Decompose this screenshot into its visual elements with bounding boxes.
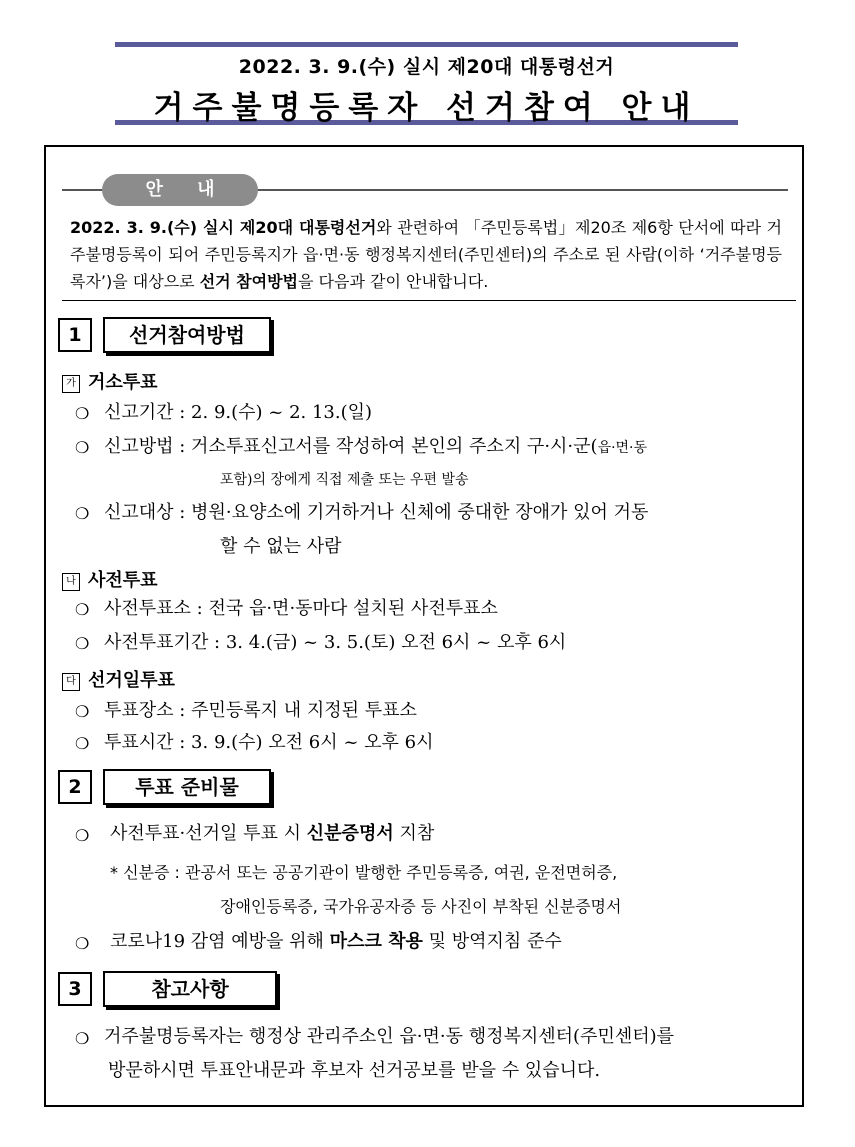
prep-id-text-a: 사전투표·선거일 투표 시: [110, 823, 307, 844]
header-title: 거주불명등록자 선거참여 안내: [153, 90, 700, 126]
election-day-location: 투표장소 : 주민등록지 내 지정된 투표소: [104, 700, 417, 721]
section-2-number: 2: [58, 770, 92, 804]
section-2-title: 투표 준비물: [103, 769, 271, 805]
bullet: ❍: [75, 504, 90, 523]
bullet: ❍: [75, 404, 90, 423]
prep-mask-text-b: 마스크 착용: [329, 931, 423, 952]
guide-label: 안 내: [102, 174, 258, 206]
section-1-title: 선거참여방법: [103, 317, 271, 353]
prep-mask-text-a: 코로나19 감염 예방을 위해: [110, 931, 330, 952]
prep-id-text-c: 지참: [393, 823, 435, 844]
intro-bold-2: 선거 참여방법: [199, 272, 299, 291]
header-subtitle: 2022. 3. 9.(수) 실시 제20대 대통령선거: [238, 56, 615, 78]
bullet: ❍: [75, 826, 90, 845]
marker-da: 다: [62, 673, 80, 691]
bullet: ❍: [75, 702, 90, 721]
bullet: ❍: [75, 438, 90, 457]
early-location: 사전투표소 : 전국 읍·면·동마다 설치된 사전투표소: [104, 598, 498, 619]
intro-text-2: 을 다음과 같이 안내합니다.: [298, 272, 489, 291]
prep-id-item: [110, 817, 434, 851]
id-note-line2: 장애인등록증, 국가유공자증 등 사진이 부착된 신분증명서: [220, 897, 622, 916]
header: [115, 42, 738, 125]
intro-divider: [62, 300, 796, 301]
intro-text-1: 와 관련하여 「주민등록법」제20조 제6항 단서에 따라 거주불명등록이 되어 주민등록지가 읍·면·동 행정복지센터(주민센터)의 주소로 된 사람(이하 ‘거주불명등록자’)을 대상으로: [70, 218, 782, 291]
absentee-target: 신고대상 : 병원·요양소에 기거하거나 신체에 중대한 장애가 있어 거동: [104, 502, 649, 523]
early-period: 사전투표기간 : 3. 4.(금) ~ 3. 5.(토) 오전 6시 ~ 오후 6시: [104, 632, 567, 653]
section-3-title: 참고사항: [103, 971, 277, 1007]
id-note-line1: * 신분증 : 관공서 또는 공공기관이 발행한 주민등록증, 여권, 운전면허증,: [110, 863, 618, 882]
bullet: ❍: [75, 1029, 90, 1048]
bullet: ❍: [75, 934, 90, 953]
section-1-number: 1: [58, 318, 92, 352]
absentee-target-cont: 할 수 없는 사람: [220, 536, 342, 557]
section-3-number: 3: [58, 972, 92, 1006]
election-day-time: 투표시간 : 3. 9.(수) 오전 6시 ~ 오후 6시: [104, 732, 434, 753]
bullet: ❍: [75, 734, 90, 753]
reference-line1: 거주불명등록자는 행정상 관리주소인 읍·면·동 행정복지센터(주민센터)를: [104, 1026, 675, 1047]
prep-mask-text-c: 및 방역지침 준수: [422, 931, 562, 952]
absentee-method-cont-text: 포함)의 장에게 직접 제출 또는 우편 발송: [220, 472, 469, 488]
subsection-early-title: 사전투표: [88, 570, 158, 591]
subsection-absentee: [62, 368, 158, 394]
subsection-absentee-title: 거소투표: [88, 372, 158, 393]
intro-bold-1: 2022. 3. 9.(수) 실시 제20대 대통령선거: [70, 218, 377, 237]
absentee-method-small: 읍·면·동: [597, 440, 648, 456]
marker-na: 나: [62, 573, 80, 591]
subsection-election-day: [62, 666, 175, 692]
marker-ga: 가: [62, 375, 80, 393]
intro-paragraph: [70, 214, 782, 295]
bullet: ❍: [75, 634, 90, 653]
prep-mask-item: [110, 925, 562, 959]
subsection-election-day-title: 선거일투표: [88, 670, 175, 691]
prep-id-text-b: 신분증명서: [306, 823, 394, 844]
absentee-period: 신고기간 : 2. 9.(수) ~ 2. 13.(일): [104, 402, 373, 423]
bullet: ❍: [75, 600, 90, 619]
absentee-method-cont: [220, 462, 469, 497]
subsection-early: [62, 566, 158, 592]
reference-line2: 방문하시면 투표안내문과 후보자 선거공보를 받을 수 있습니다.: [108, 1060, 601, 1081]
absentee-method: [104, 430, 647, 465]
absentee-method-text: 신고방법 : 거소투표신고서를 작성하여 본인의 주소지 구·시·군(: [104, 436, 598, 457]
